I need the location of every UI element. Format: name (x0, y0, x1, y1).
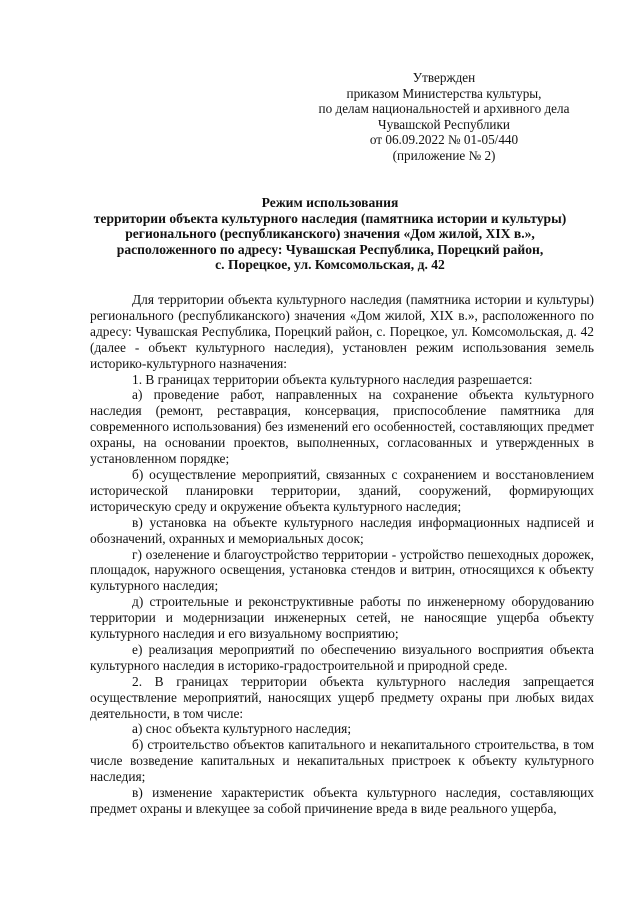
title-line: территории объекта культурного наследия (памятника истории и культуры) (93, 210, 567, 226)
section-1-item-d: г) озеленение и благоустройство территории - устройство пешеходных дорожек, площадок, наружного освещения, установка стендов и витрин, относящихся к объекту культурного наследия; (90, 546, 594, 594)
section-1-item-a: а) проведение работ, направленных на сохранение объекта культурного наследия (ремонт, реставрация, консервация, приспособление памятника для современного использования) без изменений его особенностей, составляющих предмет охраны, на основании проектов, выполненных, согласованных и утвержденных в установленном порядке; (90, 387, 594, 467)
approval-line: Утвержден (412, 70, 476, 85)
document-title (70, 195, 590, 273)
section-2-item-a: а) снос объекта культурного наследия; (132, 721, 352, 737)
title-line: Режим использования (261, 195, 399, 210)
title-line: с. Порецкое, ул. Комсомольская, д. 42 (215, 257, 445, 273)
section-1-item-f: е) реализация мероприятий по обеспечению визуального восприятия объекта культурного наследия в историко-градостроительной и природной среде. (90, 641, 594, 673)
approval-block (294, 70, 594, 164)
section-1-item-c: в) установка на объекте культурного наследия информационных надписей и обозначений, охранных и мемориальных досок; (90, 514, 594, 546)
title-line: регионального (республиканского) значения «Дом жилой, XIX в.», (125, 226, 535, 242)
document-body (90, 292, 594, 817)
section-1-item-b: б) осуществление мероприятий, связанных с сохранением и восстановлением исторической планировки территории, зданий, сооружений, формирующих историческую среду и окружение объекта культурного наследия; (90, 466, 594, 514)
approval-line: от 06.09.2022 № 01-05/440 (369, 132, 519, 148)
section-1-heading: 1. В границах территории объекта культурного наследия разрешается: (132, 371, 533, 387)
section-2-item-b: б) строительство объектов капитального и некапитального строительства, в том числе возведение капитальных и некапитальных пристроек к объекту культурного наследия; (90, 737, 594, 785)
section-1-item-e: д) строительные и реконструктивные работы по инженерному оборудованию территории и модернизации инженерных сетей, не наносящие ущерба объекту культурного наследия и его визуальному восприятию; (90, 594, 594, 642)
approval-line: Чувашской Республики (378, 116, 510, 132)
intro-paragraph: Для территории объекта культурного наследия (памятника истории и культуры) регионального (республиканского) значения «Дом жилой, XIX в.», расположенного по адресу: Чувашская Республика, Порецкий район, с. Порецкое, ул. Комсомольская, д. 42 (далее - объект культурного наследия), установлен режим использования земель историко-культурного назначения: (90, 292, 594, 371)
section-2-heading: 2. В границах территории объекта культурного наследия запрещается осуществление мероприятий, наносящих ущерб предмету охраны при любых видах деятельности, в том числе: (90, 673, 594, 721)
approval-line: приказом Министерства культуры, (346, 85, 542, 101)
approval-line: по делам национальностей и архивного дела (318, 101, 570, 117)
title-line: расположенного по адресу: Чувашская Республика, Порецкий район, (116, 241, 544, 257)
approval-line: (приложение № 2) (392, 147, 496, 163)
section-2-item-c: в) изменение характеристик объекта культурного наследия, составляющих предмет охраны и влекущее за собой причинение вреда в виде реального ущерба, (90, 785, 594, 816)
